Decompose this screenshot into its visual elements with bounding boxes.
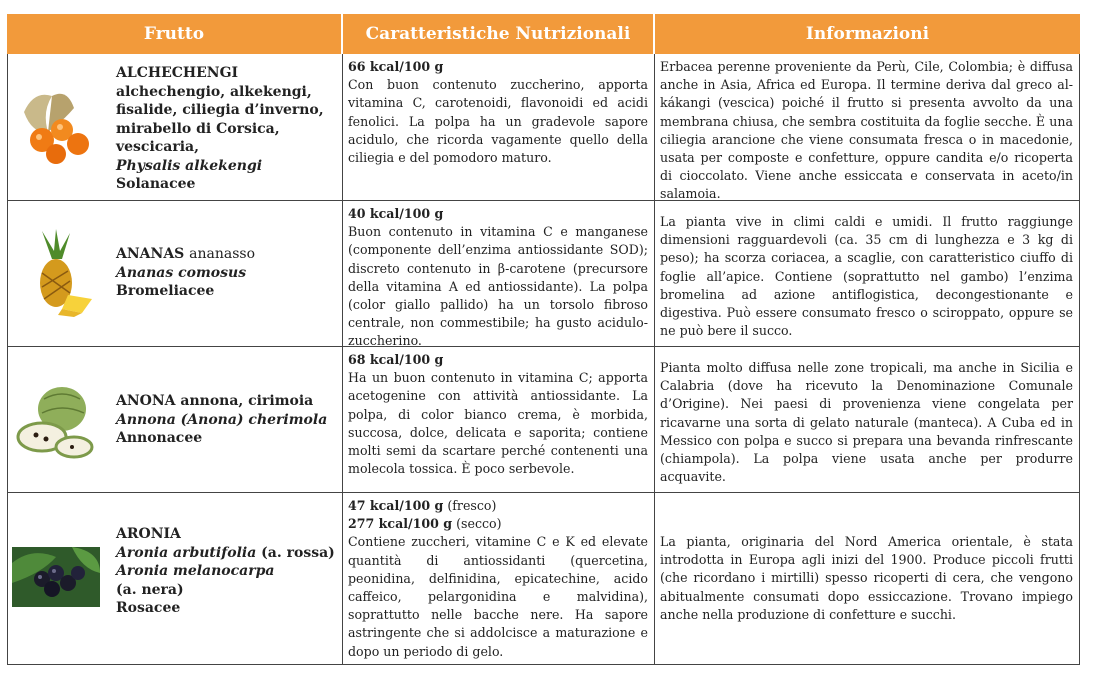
nutrition-cell	[343, 493, 655, 664]
variety-note: (a. nera)	[116, 581, 184, 598]
fruit-name: ANANAS	[116, 246, 185, 262]
fruit-cell	[7, 347, 343, 492]
nutrition-cell	[343, 201, 655, 349]
scientific-name: Ananas comosus	[116, 264, 247, 281]
table-row	[7, 201, 1080, 347]
kcal-value: 277 kcal/100 g	[348, 516, 453, 532]
info-text: La pianta vive in climi caldi e umidi. Il frutto raggiunge dimensioni ragguardevoli (ca. 35 cm di lunghezza e 3 kg di peso); ha scorza coriacea, a scaglie, con caratteristico ciuffo di foglie all’apice. Contiene (soprattutto nel gambo) l’enzima bromelina ad azione antiflogistica, decongestionante e digestiva. Può essere consumato fresco o sciroppato, oppure se ne può bere il succo.	[660, 214, 1073, 339]
nutrition-text: Buon contenuto in vitamina C e manganese (componente dell’enzima antiossidante SOD); discreto contenuto in β-carotene (precursore della vitamina A ed antiossidante). La polpa (color giallo pallido) ha un torsolo fibroso centrale, non commestibile; ha gusto acidulo-zuccherino.	[348, 224, 648, 349]
info-text: La pianta, originaria del Nord America orientale, è stata introdotta in Europa agli inizi del 1900. Produce piccoli frutti (che ricordano i mirtilli) spesso ricoperti di cera, che vengono abitualmente consumati dopo essiccazione. Trovano impiego anche nella produzione di confetture e succhi.	[660, 534, 1073, 622]
scientific-name: Aronia arbutifolia	[116, 544, 257, 561]
scientific-name: Physalis alkekengi	[116, 157, 263, 174]
kcal-value: 40 kcal/100 g	[348, 206, 444, 221]
kcal-value: 66 kcal/100 g	[348, 59, 444, 74]
table-row	[7, 347, 1080, 493]
fruit-names	[116, 64, 324, 194]
fruit-alias: ananasso	[189, 246, 256, 262]
scientific-name: Annona (Anona) cherimola	[116, 411, 328, 428]
alchechengi-image	[12, 82, 100, 170]
header-informazioni: Informazioni	[805, 24, 930, 44]
fruit-alias: vescicaria,	[116, 139, 200, 155]
info-cell	[655, 201, 1080, 346]
fruit-alias: mirabello di Corsica,	[116, 120, 280, 137]
fruit-table	[7, 14, 1080, 665]
fruit-names	[116, 245, 255, 301]
scientific-name: Aronia melanocarpa	[116, 563, 275, 579]
ananas-image	[12, 229, 100, 317]
nutrition-cell	[343, 347, 655, 492]
family-name: Annonacee	[116, 430, 203, 446]
aronia-image	[12, 533, 100, 621]
kcal-value: 47 kcal/100 g	[348, 498, 444, 513]
fruit-cell	[7, 201, 343, 346]
fruit-names	[116, 392, 327, 448]
variety-note: (a. rossa)	[261, 544, 335, 561]
info-cell	[655, 493, 1080, 664]
header-frutto: Frutto	[7, 14, 343, 54]
table-row	[7, 493, 1080, 665]
info-cell	[655, 347, 1080, 492]
info-text: Pianta molto diffusa nelle zone tropicali, ma anche in Sicilia e Calabria (dove ha ricevuto la Denominazione Comunale d’Origine). Nei paesi di provenienza viene congelata per ricavarne una sorta di gelato naturale (manteca). A Cuba ed in Messico con polpa e succo si prepara una bevanda rinfrescante (chiampola). La polpa viene usata anche per produrre acquavite.	[660, 360, 1073, 485]
table-row	[7, 54, 1080, 201]
nutrition-cell	[343, 54, 655, 200]
info-text: Erbacea perenne proveniente da Perù, Cile, Colombia; è diffusa anche in Asia, Africa ed Europa. Il termine deriva dal greco al-kákangi (vescica) poiché il frutto si presenta avvolto da una membrana chiusa, che sembra costituita da foglie secche. È una ciliegia arancione che viene consumata fresca o in macedonie, usata per composte e confetture, oppure candita e/o ricoperta di cioccolato. Viene anche essiccata e conservata in aceto/in salamoia.	[660, 59, 1073, 202]
fruit-alias: alchechengio, alkekengi,	[116, 83, 312, 100]
nutrition-text: Contiene zuccheri, vitamine C e K ed elevate quantità di antiossidanti (quercetina, peonidina, delfinidina, epicatechine, acido caffeico, pelargonidina e malvidina), soprattutto nelle bacche nere. Ha sapore astringente che si addolcisce a maturazione e dopo un periodo di gelo.	[348, 534, 648, 659]
nutrition-text: Con buon contenuto zuccherino, apporta vitamina C, carotenoidi, flavonoidi ed acidi fenolici. La polpa ha un gradevole sapore acidulo, che ricorda vagamente quello della ciliegia e del pomodoro maturo.	[348, 77, 648, 166]
family-name: Bromeliacee	[116, 283, 215, 299]
info-cell	[655, 54, 1080, 200]
kcal-value: 68 kcal/100 g	[348, 352, 444, 367]
table-header	[7, 14, 1080, 54]
header-caratteristiche: Caratteristiche Nutrizionali	[343, 14, 655, 54]
kcal-note: (fresco)	[447, 498, 497, 513]
fruit-names	[116, 525, 335, 618]
family-name: Rosacee	[116, 600, 181, 616]
fruit-cell	[7, 493, 343, 664]
fruit-alias: fisalide, ciliegia d’inverno,	[116, 102, 324, 118]
nutrition-text: Ha un buon contenuto in vitamina C; apporta acetogenine con attività antiossidante. La polpa, di color bianco crema, è morbida, succosa, dolce, delicata e saporita; contiene molti semi da scartare perché contenenti una molecola tossica. È poco serbevole.	[348, 370, 648, 477]
fruit-name: ANONA	[116, 393, 176, 409]
fruit-name: ARONIA	[116, 526, 181, 542]
kcal-note: (secco)	[456, 516, 502, 532]
anona-image	[12, 375, 100, 463]
fruit-alias: annona, cirimoia	[180, 393, 314, 409]
fruit-cell	[7, 54, 343, 200]
family-name: Solanacee	[116, 176, 196, 192]
fruit-name: ALCHECHENGI	[116, 65, 239, 81]
